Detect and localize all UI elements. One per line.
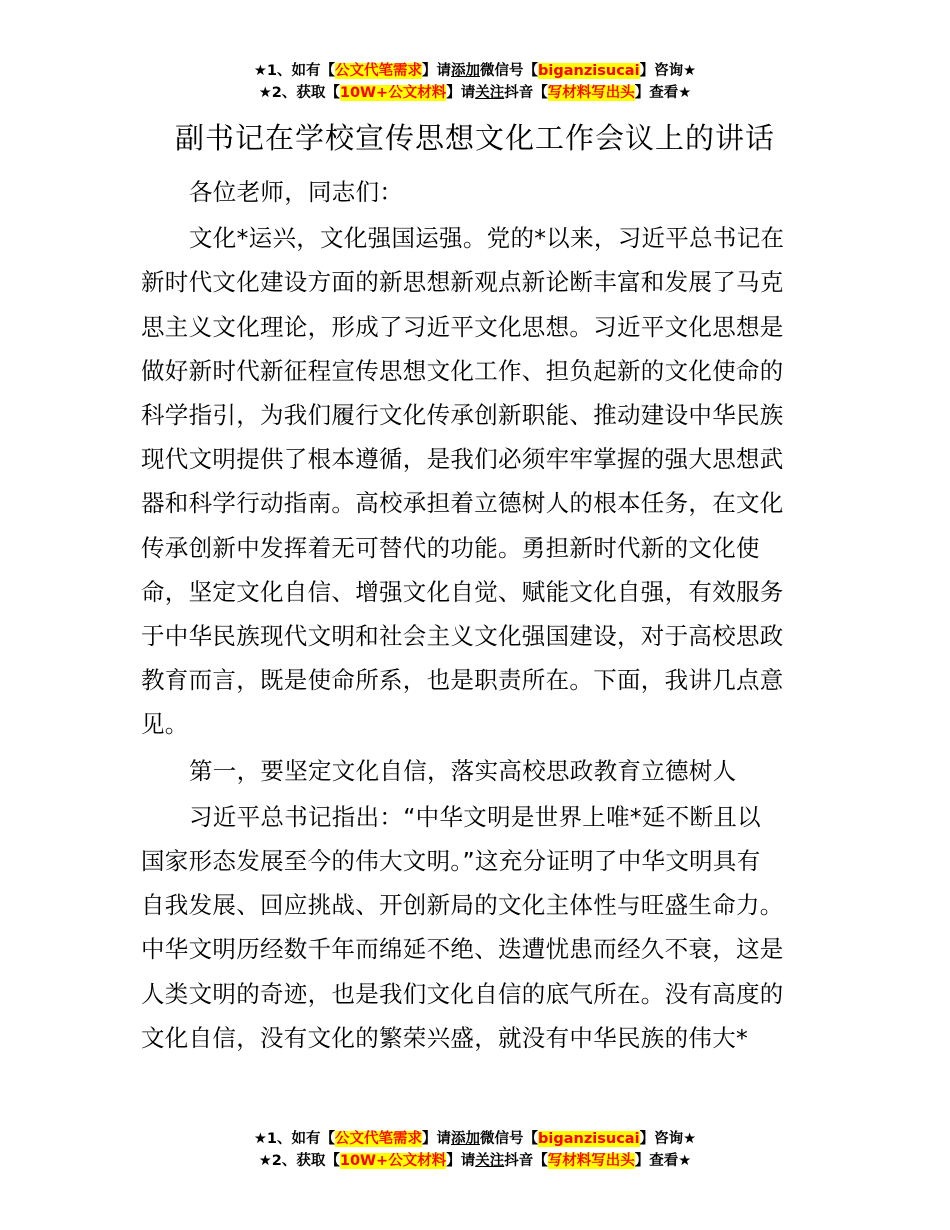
paragraph-line: 于中华民族现代文明和社会主义文化强国建设，对于高校思政	[141, 622, 784, 651]
promo-text: 】请	[446, 85, 476, 101]
promo-line-2	[0, 1150, 950, 1172]
promo-text: 】请	[422, 1131, 452, 1147]
promo-underlined: 关注	[475, 85, 505, 101]
paragraph-line: 做好新时代新征程宣传思想文化工作、担负起新的文化使命的	[141, 356, 784, 385]
promo-highlight: 10W+公文材料	[339, 1153, 447, 1169]
paragraph-line: 科学指引，为我们履行文化传承创新职能、推动建设中华民族	[141, 401, 784, 430]
promo-text: 】请	[422, 63, 452, 79]
promo-text: ★2、获取【	[258, 85, 340, 101]
promo-highlight: 公文代笔需求	[335, 1131, 423, 1147]
paragraph-line: 思主义文化理论，形成了习近平文化思想。习近平文化思想是	[141, 312, 784, 341]
paragraph-line: 中华文明历经数千年而绵延不绝、迭遭忧患而经久不衰，这是	[141, 935, 784, 964]
promo-text: ★1、如有【	[253, 63, 336, 79]
promo-underlined: 添加	[451, 1131, 481, 1147]
promo-text: ★1、如有【	[253, 1131, 336, 1147]
promo-text: 微信号【	[480, 63, 539, 79]
paragraph-line: 命，坚定文化自信、增强文化自觉、赋能文化自强，有效服务	[141, 577, 784, 606]
paragraph-line: 现代文明提供了根本遵循，是我们必须牢牢掌握的强大思想武	[141, 445, 784, 474]
promo-text: 抖音【	[504, 85, 548, 101]
paragraph-line: 人类文明的奇迹，也是我们文化自信的底气所在。没有高度的	[141, 979, 784, 1008]
promo-line-1	[0, 60, 950, 82]
promo-wechat-id: biganzisucai	[538, 1131, 640, 1147]
paragraph-line: 见。	[141, 710, 189, 739]
paragraph-line: 自我发展、回应挑战、开创新局的文化主体性与旺盛生命力。	[141, 891, 784, 920]
paragraph-intro	[141, 216, 813, 746]
paragraph-section-1	[141, 795, 813, 1060]
paragraph-line: 新时代文化建设方面的新思想新观点新论断丰富和发展了马克	[141, 268, 784, 297]
paragraph-line: 文化自信，没有文化的繁荣兴盛，就没有中华民族的伟大*	[141, 1023, 749, 1052]
promo-wechat-id: biganzisucai	[538, 63, 640, 79]
promo-text: 微信号【	[480, 1131, 539, 1147]
promo-underlined: 添加	[451, 63, 481, 79]
promo-line-2	[0, 82, 950, 104]
promo-text: 抖音【	[504, 1153, 548, 1169]
promo-text: 】查看★	[634, 1153, 692, 1169]
paragraph-line: 文化*运兴，文化强国运强。党的*以来，习近平总书记在	[189, 224, 785, 253]
promo-line-1	[0, 1128, 950, 1150]
promo-highlight: 10W+公文材料	[339, 85, 447, 101]
promo-underlined: 关注	[475, 1153, 505, 1169]
promo-text: 】查看★	[634, 85, 692, 101]
paragraph-line: 习近平总书记指出：“中华文明是世界上唯*延不断且以	[189, 802, 761, 831]
paragraph-line: 器和科学行动指南。高校承担着立德树人的根本任务，在文化	[141, 489, 784, 518]
promo-douyin-id: 写材料写出头	[547, 1153, 635, 1169]
footer-promo-banner	[0, 1128, 950, 1172]
document-title: 副书记在学校宣传思想文化工作会议上的讲话	[174, 121, 775, 155]
promo-text: ★2、获取【	[258, 1153, 340, 1169]
promo-douyin-id: 写材料写出头	[547, 85, 635, 101]
promo-text: 】咨询★	[639, 63, 697, 79]
document-body	[141, 170, 813, 1060]
paragraph-line: 传承创新中发挥着无可替代的功能。勇担新时代新的文化使	[141, 533, 760, 562]
promo-text: 】请	[446, 1153, 476, 1169]
header-promo-banner	[0, 60, 950, 104]
section-heading-1: 第一，要坚定文化自信，落实高校思政教育立德树人	[189, 756, 737, 785]
promo-highlight: 公文代笔需求	[335, 63, 423, 79]
promo-text: 】咨询★	[639, 1131, 697, 1147]
paragraph-line: 国家形态发展至今的伟大文明。”这充分证明了中华文明具有	[141, 847, 761, 876]
greeting: 各位老师，同志们：	[189, 178, 404, 206]
paragraph-line: 教育而言，既是使命所系，也是职责所在。下面，我讲几点意	[141, 666, 784, 695]
